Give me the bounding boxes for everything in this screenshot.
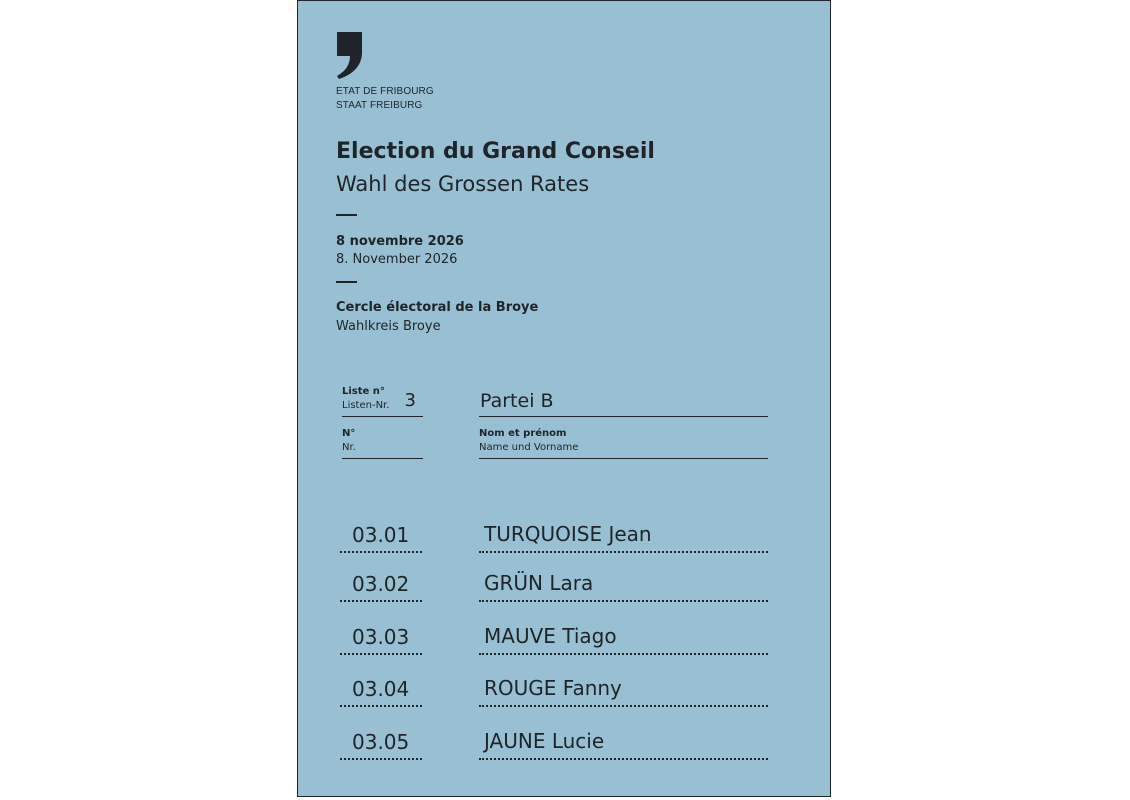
candidate-name[interactable]: MAUVE Tiago [479,619,768,655]
candidate-number-field[interactable] [342,426,423,459]
candidate-row [298,724,832,760]
comma-logo-icon [336,30,364,80]
candidate-number[interactable]: 03.02 [340,566,422,602]
candidate-row [298,517,832,553]
electoral-circle-fr: Cercle électoral de la Broye [336,300,539,315]
election-date-fr: 8 novembre 2026 [336,234,464,249]
org-name-fr: ETAT DE FRIBOURG [336,86,434,97]
candidate-number[interactable]: 03.05 [340,724,422,760]
candidate-number-label-de: Nr. [342,442,356,453]
list-number-label-de: Listen-Nr. [342,400,390,411]
election-title-de: Wahl des Grossen Rates [336,172,590,196]
candidate-name[interactable]: GRÜN Lara [479,566,768,602]
candidate-row [298,566,832,602]
candidate-row [298,671,832,707]
candidate-number[interactable]: 03.03 [340,619,422,655]
candidate-name-field[interactable] [479,426,768,459]
party-name-value: Partei B [480,390,554,412]
candidate-number[interactable]: 03.04 [340,671,422,707]
candidate-name[interactable]: ROUGE Fanny [479,671,768,707]
candidate-name-label-fr: Nom et prénom [479,428,567,439]
candidate-name[interactable]: JAUNE Lucie [479,724,768,760]
divider [336,281,357,283]
org-name-de: STAAT FREIBURG [336,100,423,111]
ballot-paper [297,0,831,797]
candidate-name[interactable]: TURQUOISE Jean [479,517,768,553]
electoral-circle-de: Wahlkreis Broye [336,319,441,334]
election-date-de: 8. November 2026 [336,252,458,267]
candidate-number-label-fr: N° [342,428,356,439]
list-number-field[interactable] [342,384,423,417]
candidate-name-label-de: Name und Vorname [479,442,579,453]
candidate-row [298,619,832,655]
list-number-value: 3 [404,390,416,411]
divider [336,214,357,216]
list-number-label-fr: Liste n° [342,386,385,397]
candidate-number[interactable]: 03.01 [340,517,422,553]
party-name-field[interactable] [479,384,768,417]
election-title-fr: Election du Grand Conseil [336,139,655,164]
